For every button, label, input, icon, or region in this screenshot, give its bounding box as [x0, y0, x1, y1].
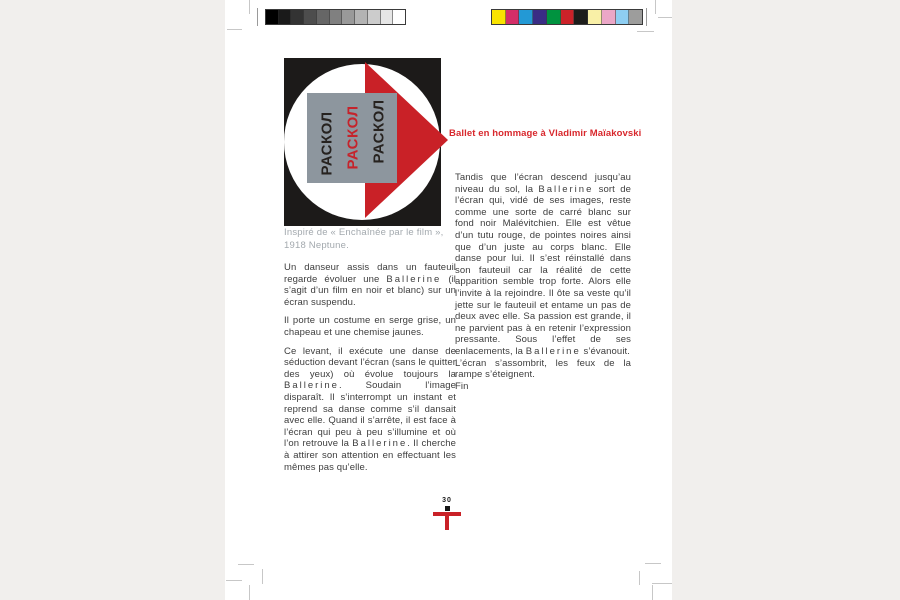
ballet-heading: Ballet en hommage à Vladimir Maïakovski — [449, 128, 642, 139]
crop-mark — [226, 580, 242, 581]
calibration-swatch — [492, 10, 506, 24]
raskol-rotated-text: РАСКОЛ — [318, 111, 336, 176]
body-paragraph: Tandis que l’écran descend jusqu’au niveau du sol, la Ballerine sort de l’écran qui, vidé de ses images, reste comme une sorte de carré blanc sur fond noir Malévitchien. Elle est vêtue d’un tutu rouge, de pointes noires ainsi que d’un juste au corps blanc. Elle danse pour lui. Il s’est réinstallé dans son fauteuil car la réalité de cette apparition semble trop forte. Alors elle l’invite à la rejoindre. Il ôte sa veste qu’il jette sur le fauteuil et entame un pas de deux avec elle. Sa passion est grande, il ne parvient pas à en retenir l’expression pressante. Sous l’effet de ses enlacements, la Ballerine s’évanouit. — [455, 172, 631, 357]
calibration-swatch — [317, 10, 330, 24]
page-number: 30 — [442, 497, 452, 504]
artwork-raskol — [284, 58, 441, 226]
registration-tick — [646, 8, 647, 26]
crop-mark — [652, 583, 672, 584]
calibration-swatch — [616, 10, 630, 24]
calibration-swatch — [330, 10, 343, 24]
grayscale-calibration-bar — [265, 9, 406, 25]
raskol-rotated-text: РАСКОЛ — [370, 99, 388, 164]
emphasised-word: Ballerine — [386, 273, 442, 285]
crop-mark — [652, 585, 653, 600]
crop-mark — [658, 17, 672, 18]
red-cross-figure-icon — [433, 512, 461, 530]
calibration-swatch — [291, 10, 304, 24]
left-text-column — [284, 262, 456, 480]
crop-mark — [249, 0, 250, 14]
body-paragraph: L’écran s’assombrit, les feux de la rampe s’éteignent. — [455, 357, 631, 381]
emphasised-word: Ballerine — [352, 438, 408, 450]
emphasised-word: Ballerine — [525, 345, 581, 357]
crop-mark — [238, 564, 254, 565]
calibration-swatch — [381, 10, 394, 24]
calibration-swatch — [266, 10, 279, 24]
crop-mark — [645, 563, 661, 564]
artwork-caption — [284, 226, 464, 252]
calibration-swatch — [368, 10, 381, 24]
end-label: Fin — [455, 380, 469, 392]
calibration-swatch — [561, 10, 575, 24]
footer-page-mark — [419, 497, 475, 530]
crop-mark — [639, 571, 640, 585]
body-paragraph: Ce levant, il exécute une danse de séduction devant l’écran (sans le quitter des yeux) où évolue toujours la Ballerine. Soudain l’image disparaît. Il s’interrompt un instant et reprend sa danse comme s’il dansait avec elle. Quand il s’arrête, il est face à l’écran qui peu à peu s’illumine et où l’on retrouve la Ballerine. Il cherche à attirer son attention en effectuant les mêmes pas qu’elle. — [284, 345, 456, 473]
caption-line-2: 1918 Neptune. — [284, 240, 349, 251]
calibration-swatch — [506, 10, 520, 24]
emphasised-word: Ballerine — [284, 380, 339, 392]
calibration-swatch — [547, 10, 561, 24]
calibration-swatch — [393, 10, 405, 24]
registration-tick — [257, 8, 258, 26]
calibration-swatch — [574, 10, 588, 24]
color-calibration-bar — [491, 9, 643, 25]
cross-vertical-bar — [445, 512, 449, 530]
calibration-swatch — [355, 10, 368, 24]
crop-mark — [655, 0, 656, 14]
crop-mark — [227, 29, 242, 30]
caption-line-1: Inspiré de « Enchaînée par le film », — [284, 227, 444, 238]
calibration-swatch — [342, 10, 355, 24]
calibration-swatch — [629, 10, 642, 24]
book-page — [225, 0, 672, 600]
crop-mark — [637, 31, 654, 32]
crop-mark — [249, 585, 250, 600]
emphasised-word: Ballerine — [538, 183, 594, 195]
right-column-paragraphs — [455, 172, 631, 381]
calibration-swatch — [279, 10, 292, 24]
calibration-swatch — [519, 10, 533, 24]
calibration-swatch — [602, 10, 616, 24]
right-text-column — [455, 172, 631, 392]
calibration-swatch — [588, 10, 602, 24]
gray-square — [307, 93, 397, 183]
calibration-swatch — [533, 10, 547, 24]
crop-mark — [262, 569, 263, 584]
raskol-rotated-text: РАСКОЛ — [344, 105, 362, 170]
body-paragraph: Il porte un costume en serge grise, un chapeau et une chemise jaunes. — [284, 315, 456, 338]
figure-head-dot-icon — [445, 506, 450, 511]
body-paragraph: Un danseur assis dans un fauteuil regarde évoluer une Ballerine (il s’agit d’un film en noir et blanc) sur un écran suspendu. — [284, 262, 456, 308]
calibration-swatch — [304, 10, 317, 24]
